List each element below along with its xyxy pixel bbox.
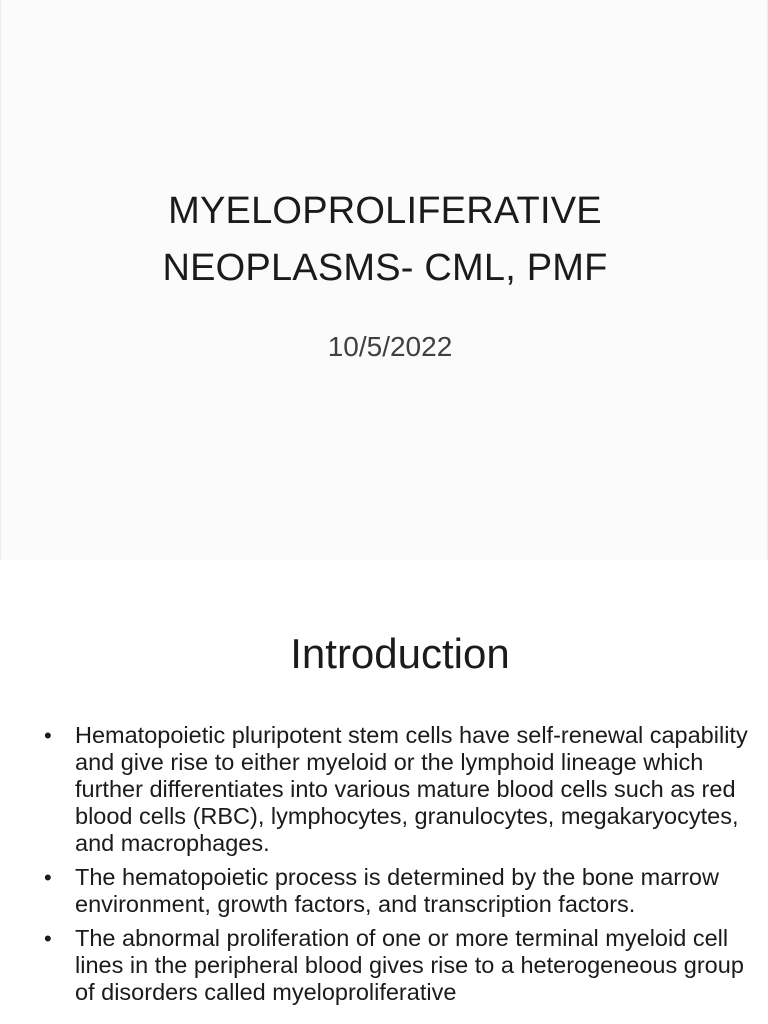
slide-2-title: Introduction — [290, 630, 510, 677]
slide-divider — [0, 560, 768, 568]
bullet-item — [44, 925, 756, 1006]
slide-date: 10/5/2022 — [327, 331, 453, 362]
bullet-icon: • — [44, 723, 52, 748]
bullet-icon: • — [44, 865, 52, 890]
bullet-text: The hematopoietic process is determined by the bone marrow environment, growth factors, and transcription factors. — [75, 864, 719, 917]
bullet-item — [44, 722, 756, 857]
slide-title-line-1: MYELOPROLIFERATIVE — [168, 190, 602, 232]
bullet-icon: • — [44, 926, 52, 951]
bullet-item — [44, 864, 756, 918]
bullet-text: The abnormal proliferation of one or more terminal myeloid cell lines in the peripheral blood gives rise to a heterogeneous group of disorders called myeloproliferative — [75, 925, 744, 1005]
bullet-list — [44, 722, 756, 1013]
bullet-text: Hematopoietic pluripotent stem cells have self-renewal capability and give rise to either myeloid or the lymphoid lineage which further differentiates into various mature blood cells such as red blood cells (RBC), lymphocytes, granulocytes, megakaryocytes, and macrophages. — [75, 722, 748, 856]
slide-title-line-2: NEOPLASMS- CML, PMF — [162, 247, 608, 289]
